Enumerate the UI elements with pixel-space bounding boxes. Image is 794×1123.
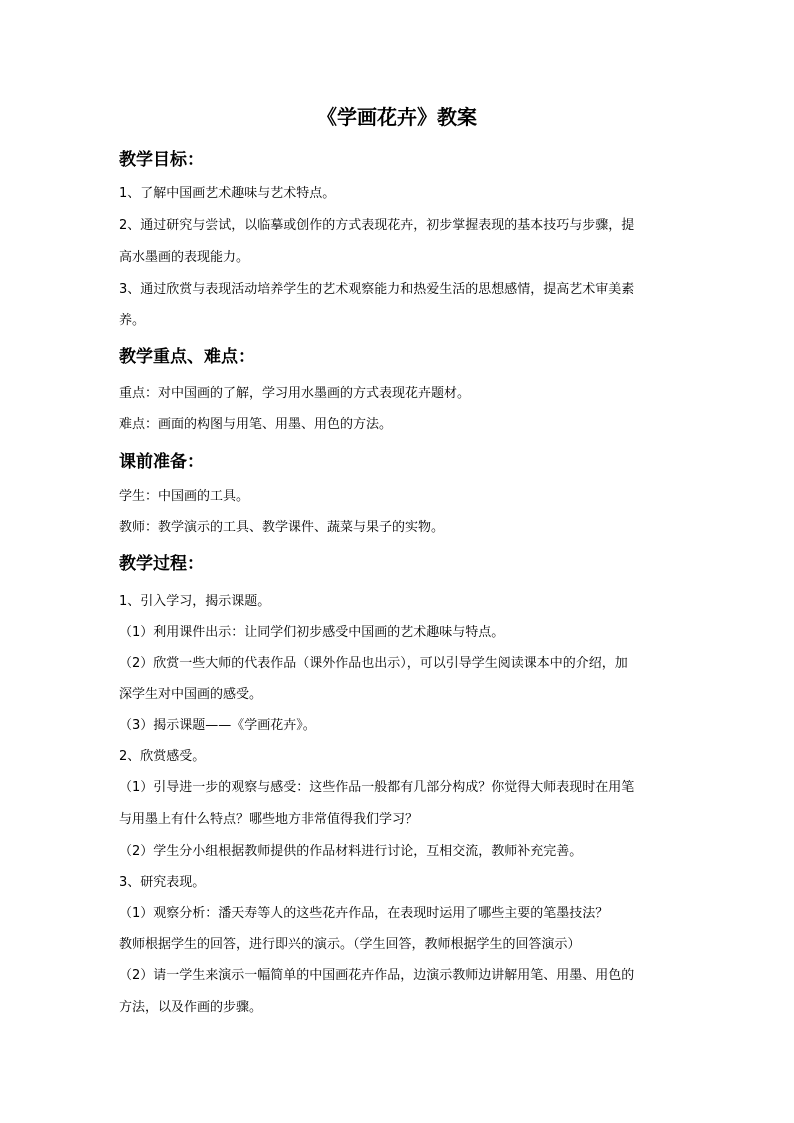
paragraph-line: 3、通过欣赏与表现活动培养学生的艺术观察能力和热爱生活的思想感情，提高艺术审美素 [119, 282, 635, 297]
paragraph-line: 1、引入学习，揭示课题。 [119, 594, 271, 609]
paragraph-line: （2）请一学生来演示一幅简单的中国画花卉作品，边演示教师边讲解用笔、用墨、用色的 [119, 968, 635, 983]
section-heading-objectives: 教学目标： [119, 150, 204, 170]
document-title: 《学画花卉》教案 [317, 105, 477, 129]
section-heading-preparation: 课前准备： [119, 452, 204, 472]
paragraph-line: 重点：对中国画的了解，学习用水墨画的方式表现花卉题材。 [119, 386, 471, 401]
paragraph-line: （1）观察分析：潘天寿等人的这些花卉作品，在表现时运用了哪些主要的笔墨技法？ [119, 906, 609, 921]
paragraph-line: 高水墨画的表现能力。 [119, 250, 250, 265]
paragraph-line: 难点：画面的构图与用笔、用墨、用色的方法。 [119, 417, 393, 432]
paragraph-line: 学生：中国画的工具。 [119, 489, 250, 504]
section-heading-key-points: 教学重点、难点： [119, 347, 255, 367]
paragraph-line: 1、了解中国画艺术趣味与艺术特点。 [119, 186, 336, 201]
paragraph-line: 养。 [119, 313, 146, 328]
section-heading-process: 教学过程： [119, 554, 204, 574]
paragraph-line: 与用墨上有什么特点？哪些地方非常值得我们学习？ [119, 812, 419, 827]
paragraph-line: 2、欣赏感受。 [119, 749, 206, 764]
paragraph-line: （1）引导进一步的观察与感受：这些作品一般都有几部分构成？你觉得大师表现时在用笔 [119, 780, 635, 795]
paragraph-line: （2）欣赏一些大师的代表作品（课外作品也出示），可以引导学生阅读课本中的介绍，加 [119, 656, 628, 671]
paragraph-line: （3）揭示课题——《学画花卉》。 [119, 718, 316, 733]
paragraph-line: 教师：教学演示的工具、教学课件、蔬菜与果子的实物。 [119, 520, 445, 535]
paragraph-line: 3、研究表现。 [119, 875, 206, 890]
paragraph-line: 教师根据学生的回答，进行即兴的演示。（学生回答，教师根据学生的回答演示） [119, 937, 581, 952]
paragraph-line: （1）利用课件出示：让同学们初步感受中国画的艺术趣味与特点。 [119, 625, 505, 640]
paragraph-line: 深学生对中国画的感受。 [119, 687, 263, 702]
paragraph-line: 方法，以及作画的步骤。 [119, 1000, 263, 1015]
paragraph-line: 2、通过研究与尝试，以临摹或创作的方式表现花卉，初步掌握表现的基本技巧与步骤，提 [119, 218, 635, 233]
paragraph-line: （2）学生分小组根据教师提供的作品材料进行讨论，互相交流，教师补充完善。 [119, 844, 583, 859]
